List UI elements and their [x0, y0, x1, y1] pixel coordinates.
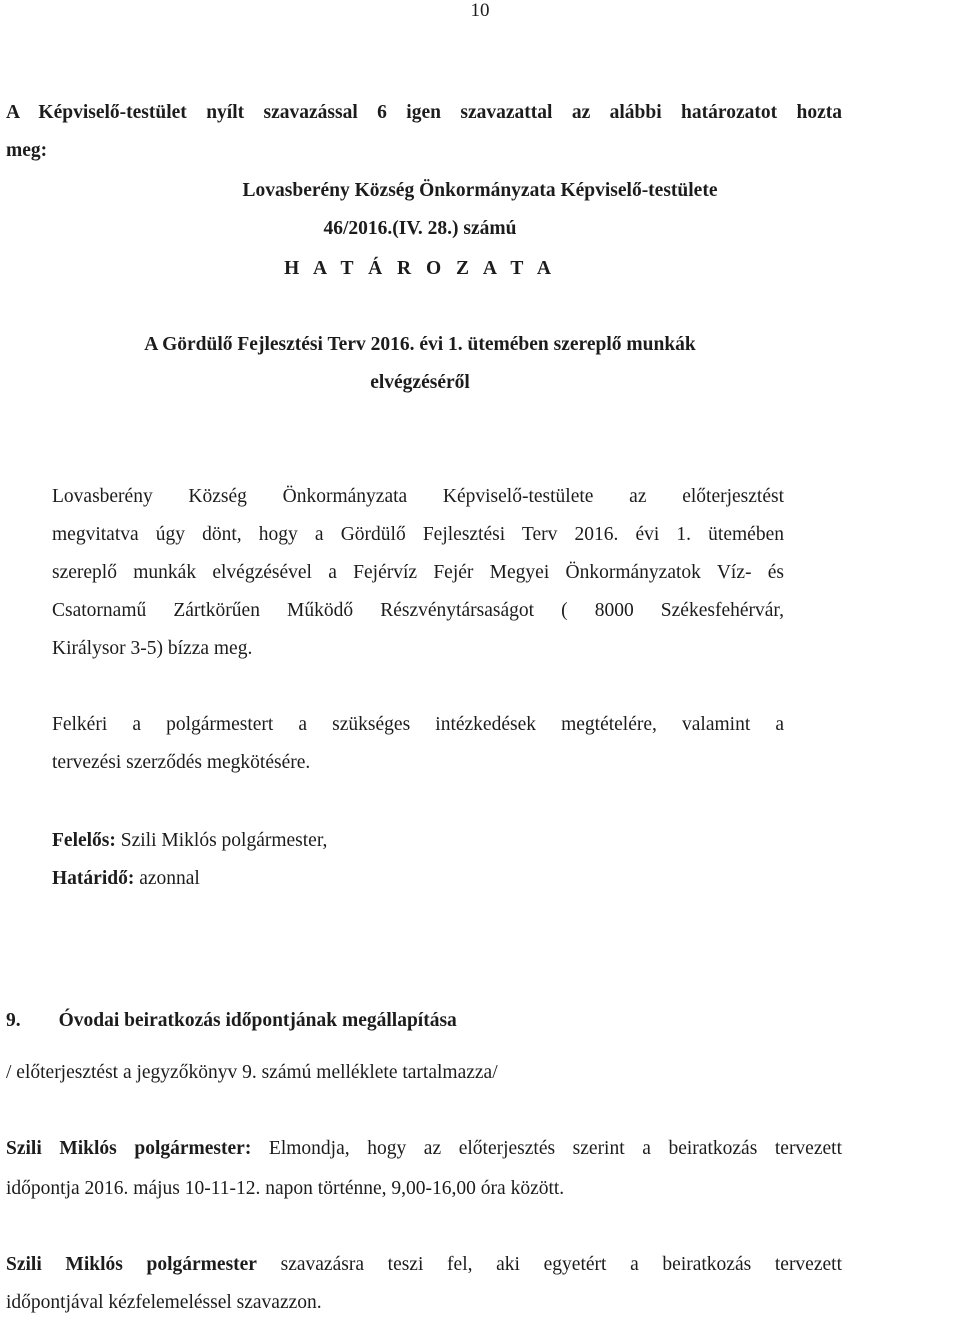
item-9-speech-2-line-1 — [6, 1246, 842, 1284]
deadline-line — [52, 860, 784, 898]
item-9-speech-2-line-2: időpontjával kézfelemeléssel szavazzon. — [6, 1292, 322, 1313]
resolution-heading: H A T Á R O Z A T A — [284, 258, 556, 279]
responsible-label: Felelős: — [52, 830, 116, 851]
resolution-subject-line-2: elvégzéséről — [370, 372, 470, 393]
deadline-label: Határidő: — [52, 868, 135, 889]
item-9-number: 9. — [6, 1010, 21, 1031]
resolution-text-line: szereplő munkák elvégzésével a Fejérvíz Fejér Megyei Önkormányzatok Víz- és — [52, 562, 784, 583]
item-9-title: Óvodai beiratkozás időpontjának megállapítása — [58, 1010, 457, 1031]
item-9-heading — [6, 1002, 836, 1040]
intro-line-1: A Képviselő-testület nyílt szavazással 6 igen szavazattal az alábbi határozatot hozta — [6, 102, 842, 123]
speech-text: szavazásra teszi fel, aki egyetért a beiratkozás tervezett — [256, 1254, 842, 1275]
speaker-name: Szili Miklós polgármester — [6, 1254, 257, 1275]
item-9-speech-1-line-1 — [6, 1130, 842, 1168]
page-number: 10 — [470, 0, 490, 21]
speaker-name: Szili Miklós polgármester: — [6, 1138, 252, 1159]
resolution-text-line: Lovasberény Község Önkormányzata Képviselő-testülete az előterjesztést — [52, 486, 784, 507]
resolution-text — [52, 478, 784, 668]
resolution-request — [52, 706, 784, 782]
responsible-value: Szili Miklós polgármester, — [115, 830, 328, 851]
deadline-value: azonnal — [134, 868, 200, 889]
request-line: Felkéri a polgármestert a szükséges intézkedések megtételére, valamint a — [52, 714, 784, 735]
item-9-speech-1-line-2: időpontja 2016. május 10-11-12. napon történne, 9,00-16,00 óra között. — [6, 1178, 565, 1199]
responsible-line — [52, 822, 784, 860]
resolution-text-line: megvitatva úgy dönt, hogy a Gördülő Fejlesztési Terv 2016. évi 1. ütemében — [52, 524, 784, 545]
speech-text: Elmondja, hogy az előterjesztés szerint a beiratkozás tervezett — [251, 1138, 842, 1159]
intro-line-2: meg: — [6, 140, 48, 161]
resolution-body-name: Lovasberény Község Önkormányzata Képviselő-testülete — [242, 180, 718, 201]
item-9-note: / előterjesztést a jegyzőkönyv 9. számú melléklete tartalmazza/ — [6, 1062, 498, 1083]
resolution-number: 46/2016.(IV. 28.) számú — [323, 218, 517, 239]
resolution-text-line: Csatornamű Zártkörűen Működő Részvénytársaságot ( 8000 Székesfehérvár, — [52, 600, 784, 621]
request-line: tervezési szerződés megkötésére. — [52, 752, 311, 773]
resolution-text-line: Királysor 3-5) bízza meg. — [52, 638, 253, 659]
resolution-subject-line-1: A Gördülő Fejlesztési Terv 2016. évi 1. ütemében szereplő munkák — [144, 334, 696, 355]
